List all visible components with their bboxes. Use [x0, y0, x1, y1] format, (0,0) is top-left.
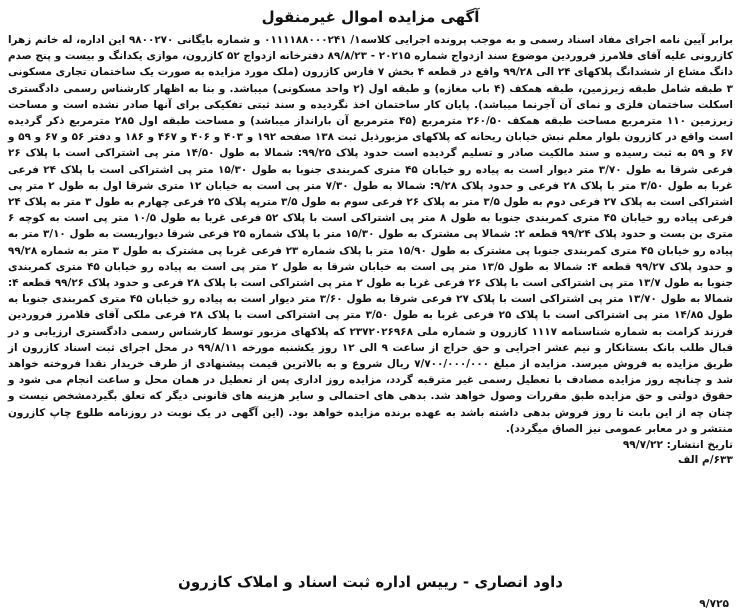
notice-title: آگهی مزایده اموال غیرمنقول: [261, 8, 480, 26]
signature-line: داود انصاری - رییس اداره ثبت اسناد و املاک کازرون: [178, 573, 563, 591]
notice-meta: [573, 438, 733, 468]
publish-date: تاریخ انتشار: ۹۹/۷/۲۲: [622, 439, 733, 452]
reference-code: ۶۳۳/م الف: [678, 454, 733, 467]
bottom-code: ۹/۷۲۵: [699, 598, 729, 610]
notice-body: برابر آیین نامه اجرای مفاد اسناد رسمی و به موجب پرونده اجرایی کلاسه۱/ ۰۱۱۱۱۸۸۰۰۰۲۴۱ و شماره بایگانی ۹۸۰۰۲۷۰ این اداره، له خانم زهرا کازرونی علیه آقای فلامرز فروردین موضوع سند ازدواج شماره ۲۰۲۱۵ - ۸۹/۸/۲۳ دفترخانه ازدواج ۵۲ کازرون، موازی یکدانگ و بیست و پنج صدم دانگ مشاع از ششدانگ پلاکهای ۲۴ الی ۹۹/۲۸ واقع در قطعه ۴ بخش ۷ فارس کازرون (ملک مورد مزایده به صورت یک ساختمان تجاری مسکونی ۳ طبقه شامل طبقه زیرزمین، طبقه همکف (۴ باب مغازه) و طبقه اول (۲ واحد مسکونی) میباشد. و بنا به اظهار کارشناس رسمی دادگستری اسکلت ساختمان فلزی و نمای آن آجرنما میباشد). پایان کار ساختمان اخذ نگردیده و سند ثبتی تفکیکی برای آنها صادر نشده است و مساحت زیرزمین ۱۱۰ مترمربع مساحت طبقه همکف ۲۶۰/۵۰ مترمربع (۴۵ مترمربع آن بارانداز میباشد) و مساحت طبقه اول ۲۸۵ مترمربع ذکر گردیده است واقع در کازرون بلوار معلم نبش خیابان ریحانه که پلاکهای مزبورذیل ثبت ۱۳۸ صفحه ۱۹۲ و ۴۰۳ و ۴۰۶ و ۴۶۷ و ۱۸۶ و دفتر ۵۶ و ۶۷ و ۵۹ و ۶۷ و ۵۹ به ثبت رسیده و سند مالکیت صادر و تسلیم گردیده است حدود پلاک ۹۹/۲۵: شمالا به طول ۱۴/۵۰ متر پی اشتراکی است با پلاک ۲۶ فرعی شرقا به طول ۳/۷۰ متر دیوار است به پیاده رو خیابان ۴۵ متری کمربندی جنوبا به طول ۱۵/۳۰ متر پی اشتراکی است با پلاک ۲۴ فرعی غربا به طول ۳/۵۰ متر با پلاک ۲۸ فرعی و حدود پلاک ۹/۲۸: شمالا به طول ۷/۳۰ متر پی است به خیابان ۱۲ متری شرقا اول به طول ۲ متر پی اشتراکی است به پلاک ۲۷ فرعی دوم به طول ۳/۵ متر به پلاک ۲۶ فرعی سوم به طول ۳/۵ مترپه پلاک ۲۵ فرعی چهارم به طول ۳ متر به پلاک ۲۴ فرعی پیاده رو خیابان ۴۵ متری کمربندی جنوبا به طول ۸ متر پی اشتراکی است با پلاک ۵۲ فرعی غربا به طول ۱۰/۵ متر پی است به کوچه ۶ متری بن بست و حدود پلاک ۹۹/۲۴ قطعه ۲: شمالا پی مشترک به طول ۱۵/۳۰ متر با پلاک شماره ۲۵ فرعی شرقا دیواریست به طول ۳/۱۰ متر به پیاده رو خیابان ۴۵ متری کمربندی جنوبا پی مشترک به طول ۱۵/۹۰ متر با پلاک شماره ۲۳ فرعی غربا پی مشترک به طول ۳ متر به شماره ۹۹/۲۸ و حدود پلاک ۹۹/۲۷ قطعه ۴: شمالا به طول ۱۳/۵ متر پی است به خیابان شرقا به طول ۲ متر پی است به پیاده رو خیابان ۴۵ متری کمربندی جنوبا به طول ۱۳/۷ متر پی اشتراکی است با پلاک ۲۶ فرعی غربا به طول ۲ متر پی اشتراکی است با پلاک ۲۸ فرعی و حدود پلاک ۹۹/۲۶ قطعه ۴: شمالا به طول ۱۳/۷۰ متر پی اشتراکی است با پلاک ۲۷ فرعی شرقا به طول ۳/۶۰ متر دیوار است به پیاده رو خیابان ۴۵ متری کمربندی جنوبا به طول ۱۴/۸۵ متر پی اشتراکی است با پلاک ۲۵ فرعی غربا به طول ۳/۵۰ متر پی اشتراکی است با پلاک ۲۸ فرعی ملکی آقای فلامرز فروردین فرزند کرامت به شماره شناسنامه ۱۱۱۷ کازرون و شماره ملی ۲۳۷۲۰۲۶۹۶۸ که پلاکهای مزبور توسط کارشناس رسمی دادگستری ارزیابی و در قبال طلب بانک بستانکار و نیم عشر اجرایی و حق حراج از ساعت ۹ الی ۱۲ روز یکشنبه مورخه ۹۹/۸/۱۱ در محل اجرای ثبت اسناد کازرون از طریق مزایده به فروش میرسد. مزایده از مبلغ ۷/۷۰۰/۰۰۰/۰۰۰ ریال شروع و به بالاترین قیمت پیشنهادی از طرف خریدار نقدا فروخته خواهد شد و چنانچه روز مزایده مصادف با تعطیل رسمی غیر مترقبه گردد، مزایده روز اداری پس از تعطیل در همان محل و ساعت انجام می شود و حقوق دولتی و حق مزایده طبق مقررات وصول خواهد شد. بدهی های احتمالی و سایر هزینه های قانونی دیگر که تعلق بگیرد‌مشخص نیست و چنان چه از این بابت تا روز فروش بدهی داشته باشد به عهده برنده مزایده خواهد بود. (این آگهی در یک نوبت در روزنامه طلوع چاپ کازرون منتشر و در معابر عمومی نیز الصاق میگردد).: [8, 34, 734, 435]
